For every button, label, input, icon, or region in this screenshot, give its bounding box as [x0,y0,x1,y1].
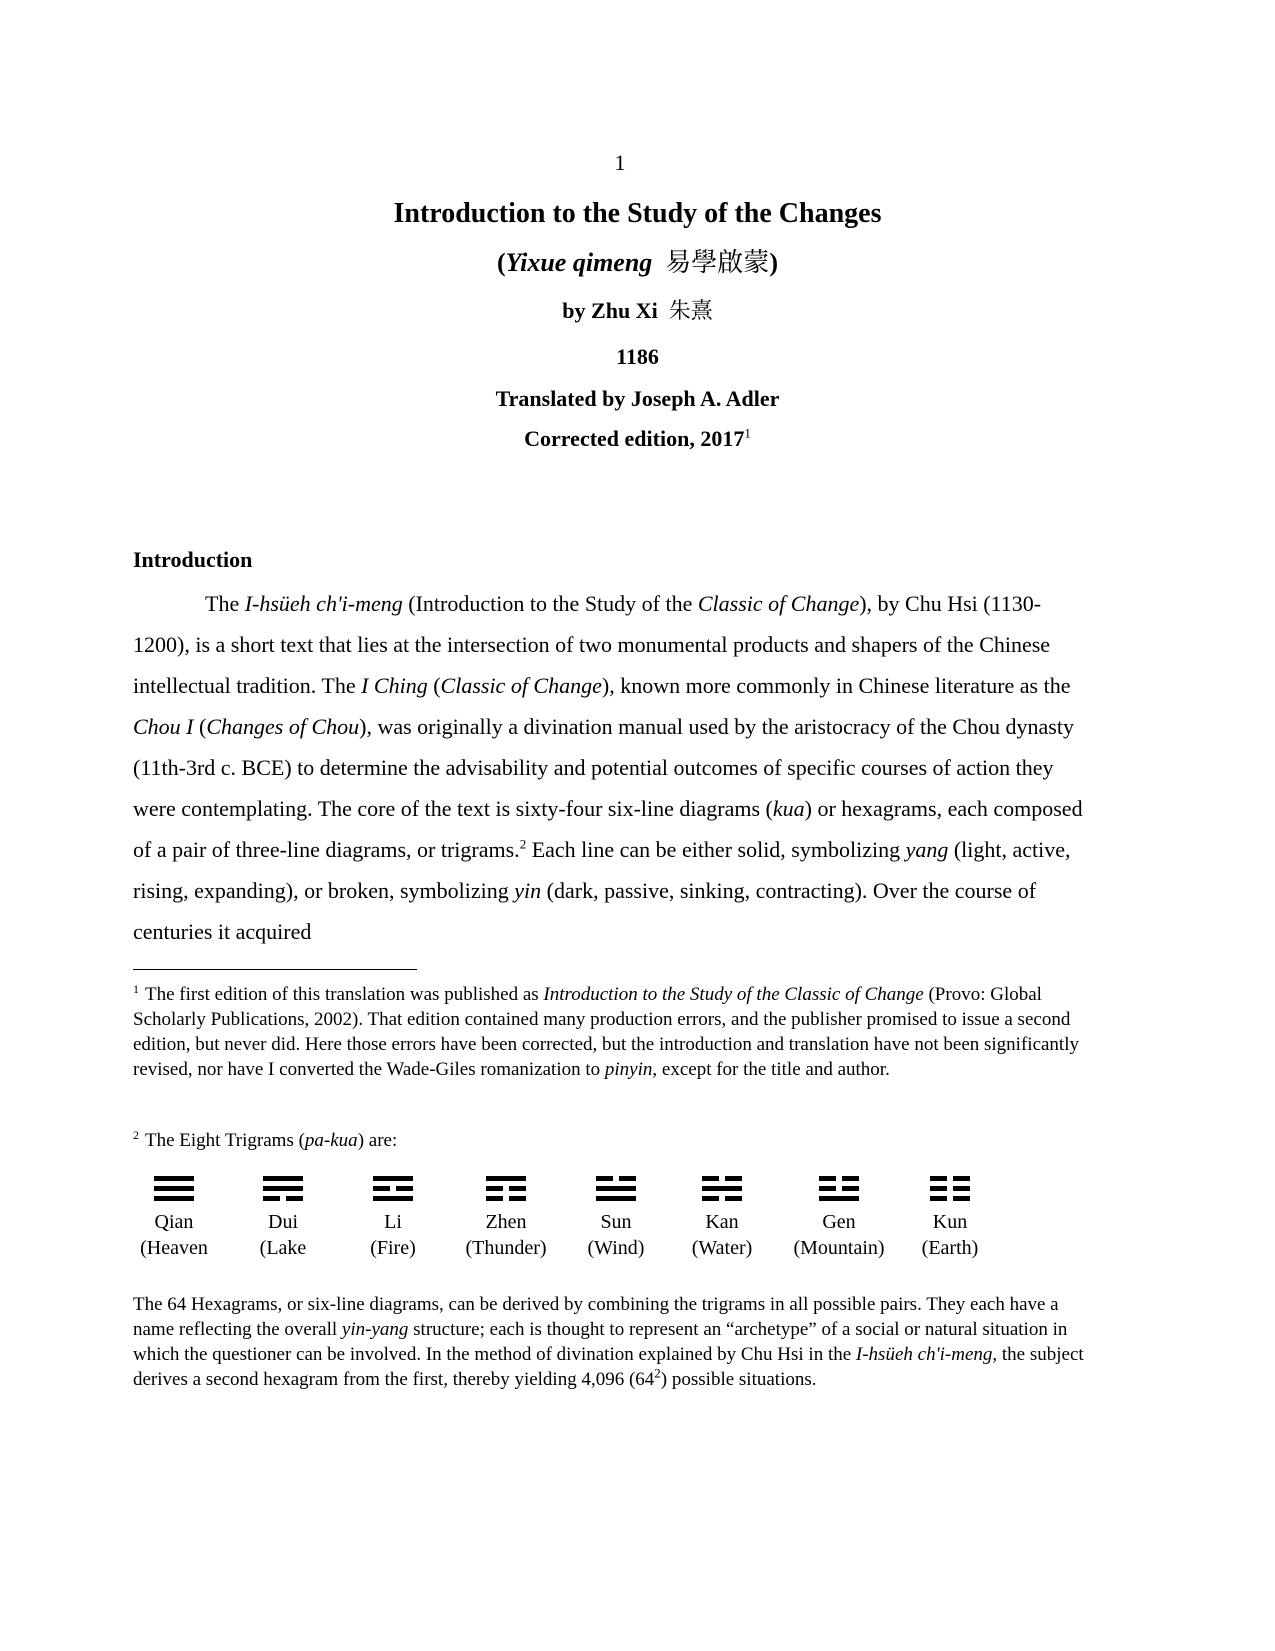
trigram-broken-line [373,1186,413,1191]
trigram-name: Dui [268,1211,298,1233]
line-segment [509,1196,526,1201]
line-segment [154,1196,194,1201]
text-run-italic: I Ching [361,673,428,698]
text-run: The 64 Hexagrams, or six-line diagrams, can be derived by combining the trigrams in all possible pairs. They each have a name reflecting the overall [133,1294,1059,1340]
text-run: (Provo: Global Scholarly Publications, 2002). That edition contained many production errors, and the publisher promised to issue a second edition, but never did. Here those errors have been corrected, but the introduction and translation have not been significantly revised, nor have I converted the Wade-Giles romanization to [133,984,1079,1080]
text-run: (light, active, rising, expanding), or broken, symbolizing [133,837,1071,903]
edition-text: Corrected edition, 2017 [524,426,745,451]
text-run: ), was originally a divination manual used by the aristocracy of the Chou dynasty (11th-3rd c. BCE) to determine the advisability and potential outcomes of specific courses of action they were contemplating. The core of the text is sixty-four six-line diagrams ( [133,714,1074,821]
line-segment [396,1186,413,1191]
trigram-broken-line [263,1196,303,1201]
trigram-solid-line [154,1186,194,1191]
line-segment [486,1196,503,1201]
hexagram-note [133,1292,1093,1392]
line-segment [725,1196,742,1201]
line-segment [953,1186,970,1191]
footnote-1 [133,982,1093,1082]
line-segment [842,1186,859,1191]
trigram-solid-line [819,1196,859,1201]
text-run-italic: I-hsüeh ch'i-meng [855,1344,993,1365]
trigram-name: Qian [154,1211,194,1233]
edition-line [0,425,1275,453]
trigram-gloss: (Earth) [921,1237,979,1259]
subtitle-open-paren: ( [497,248,506,277]
trigram-name: Sun [600,1211,632,1233]
text-run-italic: Chou I [133,714,194,739]
text-run-italic: yang [905,837,949,862]
trigram-name: Kan [705,1211,739,1233]
text-run: ) are: [357,1130,398,1151]
line-segment [596,1176,613,1181]
text-run-italic: yin-yang [341,1319,409,1340]
trigram-kun-icon [930,1176,970,1202]
line-segment [486,1186,503,1191]
document-title: Introduction to the Study of the Changes [393,198,882,229]
line-segment [930,1196,947,1201]
trigram-kan-icon [702,1176,742,1202]
text-run: ) possible situations. [660,1369,817,1390]
line-segment [263,1176,303,1181]
trigram-gloss: (Fire) [370,1237,416,1259]
page-number: 1 [614,150,626,175]
text-run: , except for the title and author. [652,1059,890,1080]
line-segment [263,1186,303,1191]
text-run-italic: Classic of Change [697,591,860,616]
trigram-broken-line [596,1176,636,1181]
trigram-name: Gen [822,1211,856,1233]
line-segment [596,1196,636,1201]
author-prefix: by Zhu Xi [562,298,658,323]
trigram-broken-line [819,1186,859,1191]
trigram-name: Li [384,1211,402,1233]
text-run-italic: I-hsüeh ch'i-meng [244,591,403,616]
line-segment [953,1176,970,1181]
trigram-broken-line [930,1196,970,1201]
trigram-solid-line [263,1186,303,1191]
line-segment [725,1176,742,1181]
text-run: The [205,591,245,616]
line-segment [373,1176,413,1181]
footnote-1-mark: 1 [133,981,139,996]
trigram-broken-line [819,1176,859,1181]
trigram-broken-line [702,1176,742,1181]
footnote-ref-1[interactable]: 1 [744,425,751,441]
line-segment [930,1186,947,1191]
text-run: The first edition of this translation was published as [145,984,544,1005]
trigram-gloss: (Heaven [140,1237,208,1259]
document-subtitle [0,246,1275,280]
text-run: (Introduction to the Study of the [402,591,698,616]
exponent: 2 [654,1365,661,1381]
line-segment [154,1176,194,1181]
line-segment [373,1186,390,1191]
line-segment [509,1186,526,1191]
subtitle-chinese: 易學啟蒙 [665,248,770,278]
trigram-gen-icon [819,1176,859,1202]
trigram-solid-line [702,1186,742,1191]
intro-paragraph [133,583,1093,952]
text-run-italic: pa-kua [304,1130,358,1151]
line-segment [286,1196,303,1201]
trigram-zhen-icon [486,1176,526,1202]
footnote-divider [133,969,417,970]
line-segment [486,1176,526,1181]
trigram-gloss: (Lake [259,1237,307,1259]
text-run-italic: Classic of Change [440,673,602,698]
trigram-broken-line [930,1186,970,1191]
trigram-qian-icon [154,1176,194,1202]
line-segment [819,1196,859,1201]
trigram-solid-line [596,1196,636,1201]
text-run: (dark, passive, sinking, contracting). Over the course of centuries it acquired [133,878,1037,944]
trigram-gloss: (Mountain) [793,1237,885,1259]
footnote-2 [133,1128,397,1153]
trigram-gloss: (Water) [691,1237,753,1259]
trigram-item [657,1176,787,1262]
text-run: structure; each is thought to represent an “archetype” of a social or natural situation in which the questioner can be involved. In the method of divination explained by Chu Hsi in the [133,1319,1068,1365]
author-line [0,296,1275,327]
trigram-gloss: (Wind) [587,1237,645,1259]
text-run: ), by Chu Hsi (1130-1200), is a short text that lies at the intersection of two monumental products and shapers of the Chinese intellectual tradition. The [133,591,1051,698]
line-segment [619,1176,636,1181]
text-run-italic: kua [772,796,805,821]
text-run: , the subject derives a second hexagram from the first, thereby yielding 4,096 (64 [133,1344,1084,1390]
trigram-item [885,1176,1015,1262]
author-chinese: 朱熹 [668,299,713,324]
line-segment [819,1186,836,1191]
title-block [0,196,1275,453]
line-segment [702,1176,719,1181]
translator-line: Translated by Joseph A. Adler [495,386,780,411]
trigram-broken-line [702,1196,742,1201]
text-run: ) or hexagrams, each composed of a pair of three-line diagrams, or trigrams. [133,796,1083,862]
trigram-solid-line [596,1186,636,1191]
year: 1186 [616,344,659,369]
trigram-solid-line [486,1176,526,1181]
text-run-italic: pinyin [604,1059,653,1080]
trigram-dui-icon [263,1176,303,1202]
line-segment [373,1196,413,1201]
line-segment [154,1186,194,1191]
text-run: ), known more commonly in Chinese literature as the [601,673,1071,698]
trigram-item [328,1176,458,1262]
text-run-italic: Introduction to the Study of the Classic of Change [543,984,924,1005]
line-segment [702,1186,742,1191]
line-segment [842,1176,859,1181]
line-segment [702,1196,719,1201]
text-run: Each line can be either solid, symbolizing [526,837,906,862]
subtitle-romanized: Yixue qimeng [505,248,653,277]
trigram-solid-line [373,1196,413,1201]
text-run: ( [427,673,441,698]
trigram-solid-line [263,1176,303,1181]
trigram-table [133,1176,1033,1276]
section-heading: Introduction [133,547,253,572]
trigram-gloss: (Thunder) [465,1237,547,1259]
text-run-italic: yin [514,878,542,903]
line-segment [596,1186,636,1191]
trigram-solid-line [373,1176,413,1181]
line-segment [930,1176,947,1181]
footnote-ref-2[interactable]: 2 [519,836,527,852]
text-run: The Eight Trigrams ( [145,1130,305,1151]
trigram-sun-icon [596,1176,636,1202]
line-segment [953,1196,970,1201]
trigram-name: Kun [932,1211,968,1233]
trigram-broken-line [486,1186,526,1191]
trigram-name: Zhen [485,1211,527,1233]
footnote-2-mark: 2 [133,1127,139,1142]
trigram-solid-line [154,1196,194,1201]
trigram-broken-line [930,1176,970,1181]
subtitle-close-paren: ) [769,248,778,277]
trigram-li-icon [373,1176,413,1202]
text-run-italic: Changes of Chou [206,714,360,739]
line-segment [263,1196,280,1201]
trigram-broken-line [486,1196,526,1201]
line-segment [819,1176,836,1181]
text-run: ( [193,714,207,739]
trigram-solid-line [154,1176,194,1181]
